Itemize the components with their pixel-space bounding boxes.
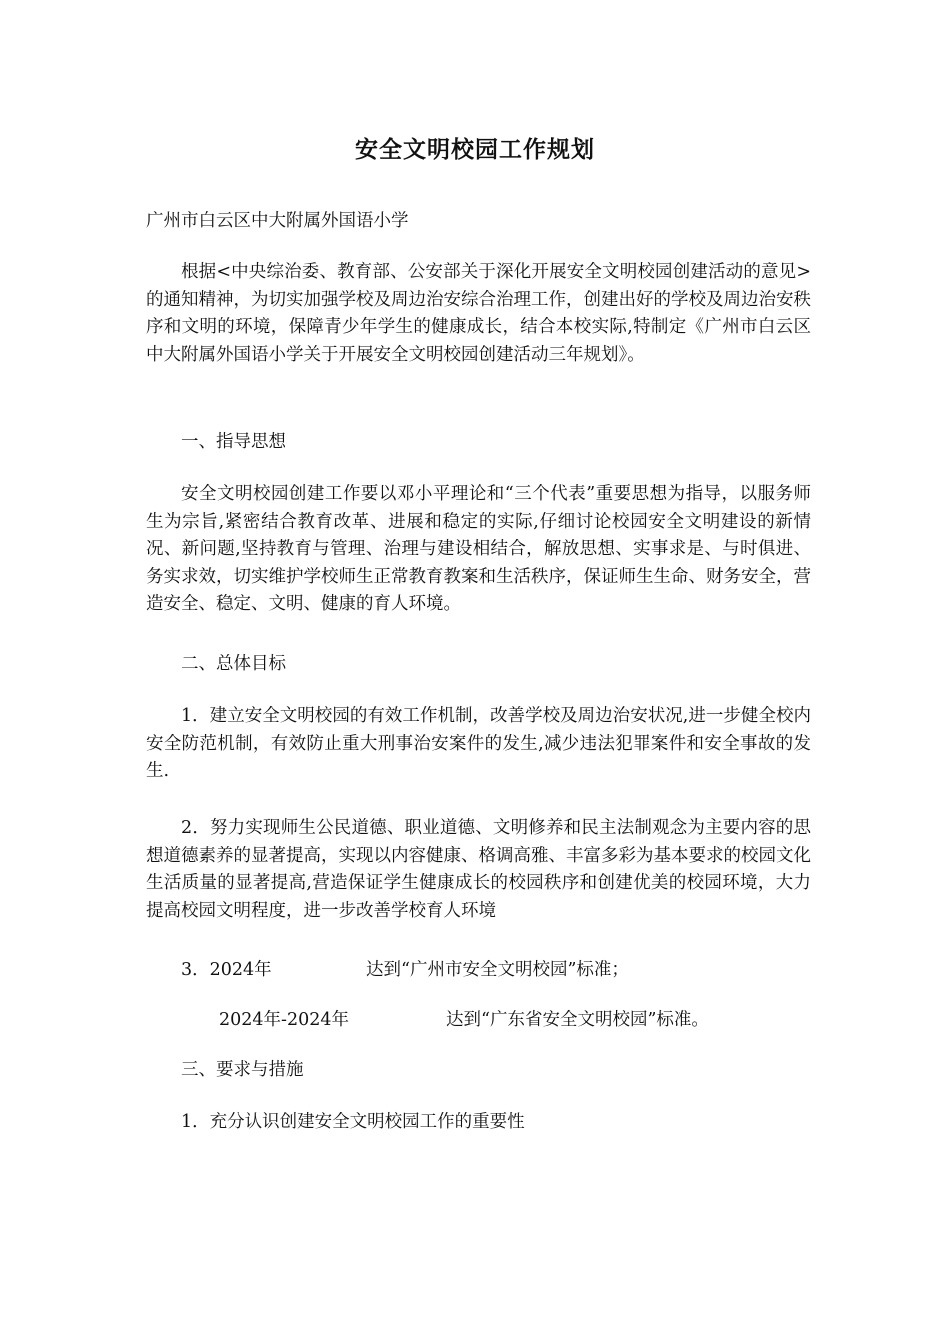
target-1-year: 3．2024年 <box>181 960 272 980</box>
goal-item-1: 1．建立安全文明校园的有效工作机制，改善学校及周边治安状况,进一步健全校内安全防范机制，有效防止重大刑事治安案件的发生,减少违法犯罪案件和安全事故的发生. <box>146 706 811 781</box>
target-1-goal: 达到“广州市安全文明校园”标准； <box>366 960 629 980</box>
section-1-heading: 一、指导思想 <box>181 432 286 452</box>
page-title: 安全文明校园工作规划 <box>355 136 595 163</box>
intro-paragraph: 根据<中央综治委、教育部、公安部关于深化开展安全文明校园创建活动的意见>的通知精神，为切实加强学校及周边治安综合治理工作，创建出好的学校及周边治安秩序和文明的环境，保障青少年学生的健康成长，结合本校实际,特制定《广州市白云区中大附属外国语小学关于开展安全文明校园创建活动三年规划》。 <box>146 262 811 365</box>
target-2-goal: 达到“广东省安全文明校园”标准。 <box>446 1010 709 1030</box>
section-1-body: 安全文明校园创建工作要以邓小平理论和“三个代表”重要思想为指导，以服务师生为宗旨,紧密结合教育改革、进展和稳定的实际,仔细讨论校园安全文明建设的新情况、新问题,坚持教育与管理、治理与建设相结合，解放思想、实事求是、与时俱进、务实求效，切实维护学校师生正常教育教案和生活秩序，保证师生生命、财务安全，营造安全、稳定、文明、健康的育人环境。 <box>146 484 811 614</box>
target-2-year: 2024年-2024年 <box>219 1010 349 1030</box>
school-name: 广州市白云区中大附属外国语小学 <box>146 211 409 231</box>
goal-item-2: 2．努力实现师生公民道德、职业道德、文明修养和民主法制观念为主要内容的思想道德素养的显著提高，实现以内容健康、格调高雅、丰富多彩为基本要求的校园文化生活质量的显著提高,营造保证学生健康成长的校园秩序和创建优美的校园环境，大力提高校园文明程度，进一步改善学校育人环境 <box>146 818 811 921</box>
section-2-heading: 二、总体目标 <box>181 654 286 674</box>
measure-item-1: 1．充分认识创建安全文明校园工作的重要性 <box>181 1112 525 1132</box>
section-3-heading: 三、要求与措施 <box>181 1060 304 1080</box>
